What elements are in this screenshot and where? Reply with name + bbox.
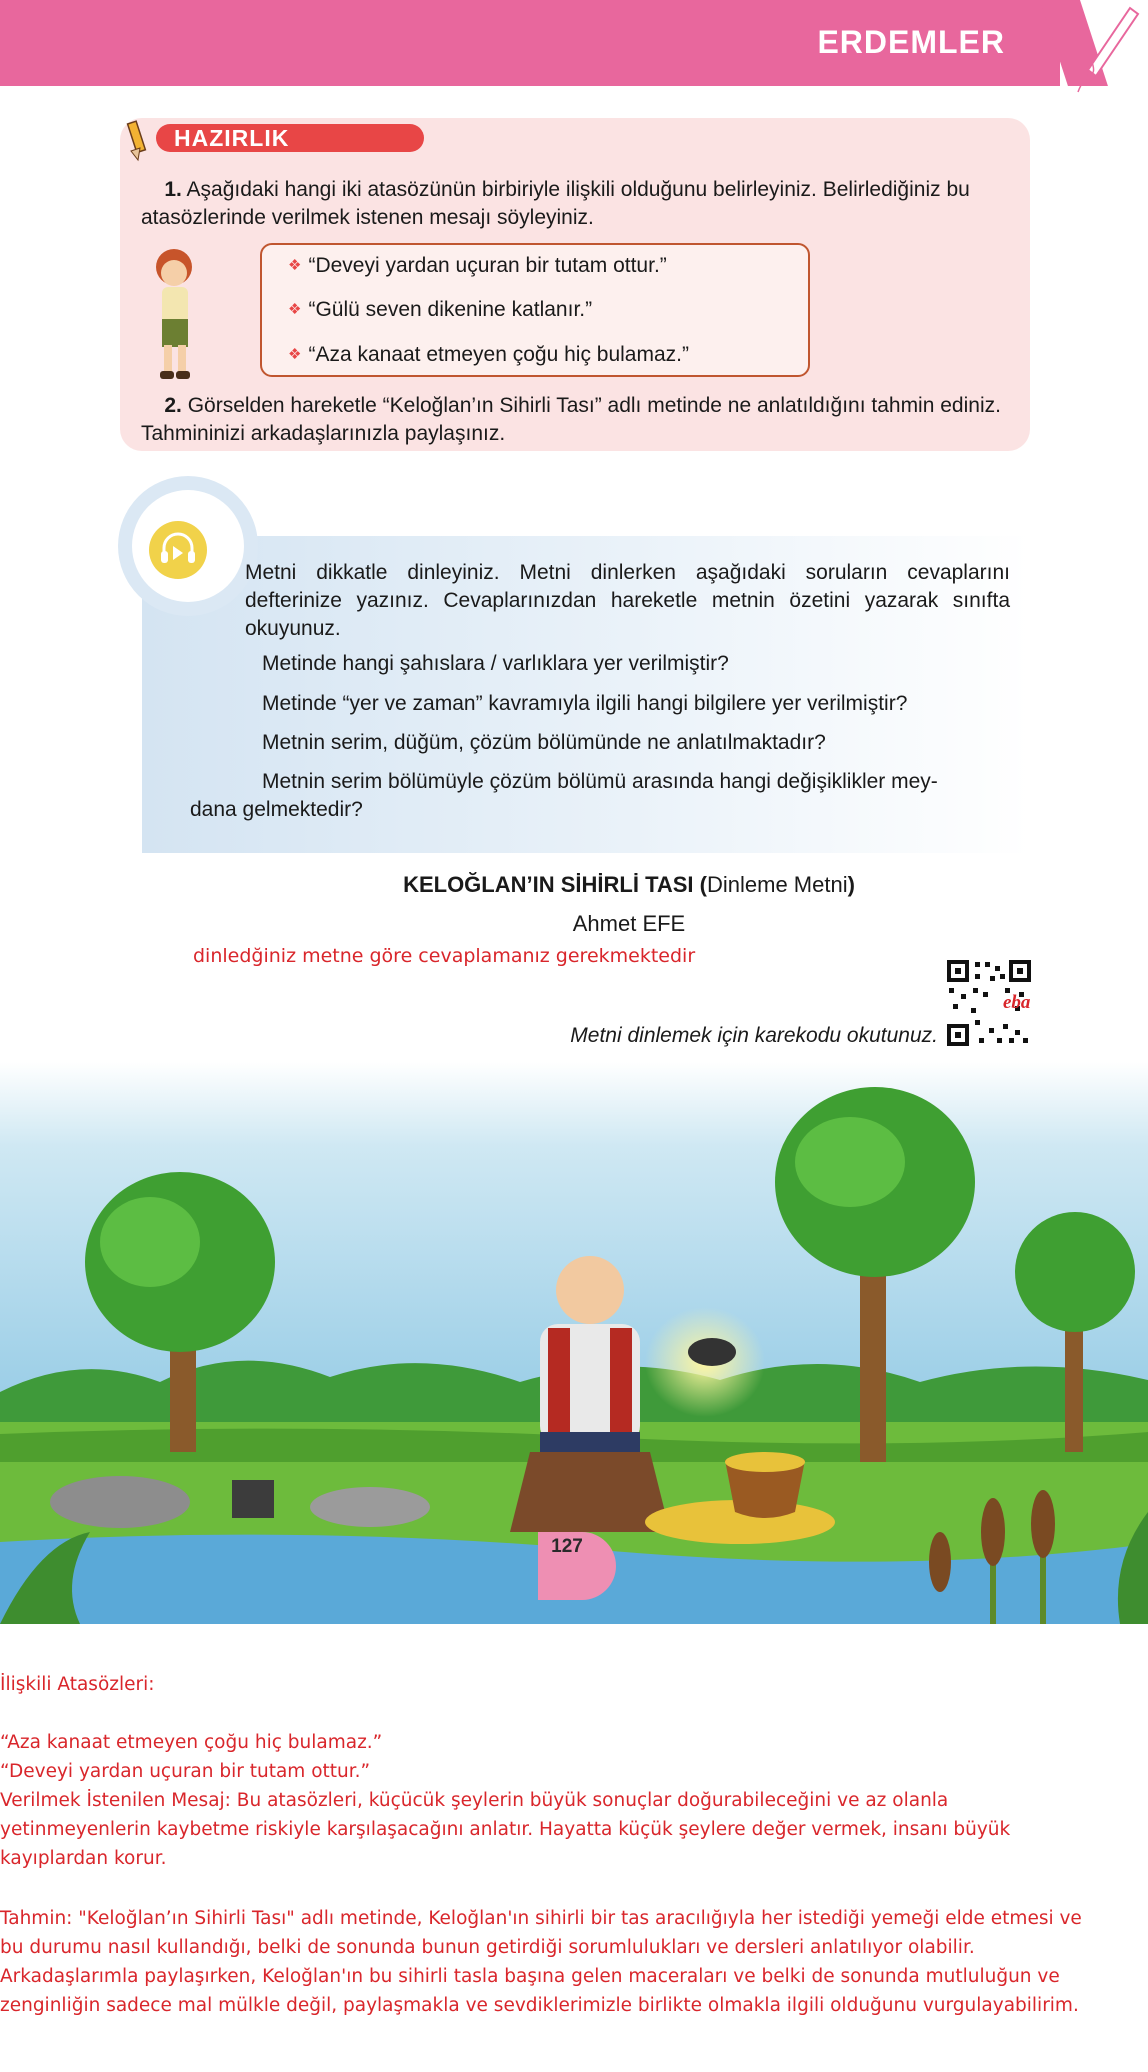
question-2-text: Görselden hareketle “Keloğlan’ın Sihirli Tası” adlı metinde ne anlatıldığını tahmin ediniz. Tahmininizi arkadaşlarınızla paylaşınız. xyxy=(141,394,1001,445)
qr-brand: eba xyxy=(1003,992,1031,1013)
diamond-bullet-icon: ❖ xyxy=(288,257,302,274)
listening-question: Metnin serim bölümüyle çözüm bölümü arasında hangi değişiklikler mey- xyxy=(262,770,938,793)
answer-heading: İlişkili Atasözleri: xyxy=(0,1674,155,1695)
question-1-number: 1. xyxy=(164,178,182,201)
question-2 xyxy=(141,392,1016,448)
answer-message: Verilmek İstenilen Mesaj: Bu atasözleri, küçücük şeylerin büyük sonuçlar doğurabileceğini ve az olanla yetinmeyenlerin kaybetme riskiyle karşılaşacağını anlatır. Hayatta küçük şeylere değer vermek, insanı büyük kayıplardan korur. xyxy=(0,1790,1011,1869)
answer-proverb: “Deveyi yardan uçuran bir tutam ottur.” xyxy=(0,1761,371,1782)
listening-instructions: Metni dikkatle dinleyiniz. Metni dinlerken aşağıdaki soruların cevaplarını defterinize yazınız. Cevaplarınızdan hareketle metnin özetini yazarak sınıfta okuyunuz. xyxy=(245,561,1010,640)
story-author: Ahmet EFE xyxy=(572,911,686,936)
listening-question-continued: dana gelmektedir? xyxy=(190,798,363,821)
listening-question: Metinde “yer ve zaman” kavramıyla ilgili hangi bilgilere yer verilmiştir? xyxy=(262,692,908,715)
answer-prediction: Tahmin: "Keloğlan’ın Sihirli Tası" adlı metinde, Keloğlan'ın sihirli bir tas aracılığıyla her istediği yemeği elde etmesi ve bu durumu nasıl kullandığı, belki de sonunda bunun getirdiği sorumlulukları ve dersleri anlatılıyor olabilir. Arkadaşlarımla paylaşırken, Keloğlan'ın bu sihirli tasla başına gelen maceraları ve belki de sonunda mutluluğun ve zenginliğin sadece mal mülkle değil, paylaşmakla ve sevdiklerimizle birlikte olmakla ilgili olduğunu vurgulayabilirim. xyxy=(0,1908,1082,2016)
proverb-item: ❖ “Aza kanaat etmeyen çoğu hiç bulamaz.” xyxy=(288,343,689,366)
pen-icon xyxy=(1068,0,1148,95)
boy-illustration xyxy=(142,243,212,383)
question-2-number: 2. xyxy=(164,394,182,417)
listening-box-top xyxy=(238,500,1030,536)
listening-question: Metnin serim, düğüm, çözüm bölümünde ne anlatılmaktadır? xyxy=(262,731,826,754)
page-number: 127 xyxy=(551,1536,583,1557)
diamond-bullet-icon: ❖ xyxy=(288,346,302,363)
listening-question: Metinde hangi şahıslara / varlıklara yer verilmiştir? xyxy=(262,652,729,675)
story-title: KELOĞLAN’IN SİHİRLİ TASI (Dinleme Metni) xyxy=(403,872,855,897)
question-1 xyxy=(141,176,1016,232)
proverb-item: ❖ “Deveyi yardan uçuran bir tutam ottur.” xyxy=(288,254,667,277)
question-1-text: Aşağıdaki hangi iki atasözünün birbiriyle ilişkili olduğunu belirleyiniz. Belirlediğiniz bu atasözlerinde verilmek istenen mesajı söyleyiniz. xyxy=(141,178,970,229)
qr-caption: Metni dinlemek için karekodu okutunuz. xyxy=(570,1024,938,1047)
preparation-label-text: HAZIRLIK xyxy=(156,124,424,152)
headphone-icon xyxy=(148,520,208,580)
handwritten-note: dinledğiniz metne göre cevaplamanız gerekmektedir xyxy=(193,945,696,967)
header-band xyxy=(0,0,1148,88)
unit-title: ERDEMLER xyxy=(817,24,1005,60)
qr-code[interactable] xyxy=(945,958,1033,1048)
answer-proverb: “Aza kanaat etmeyen çoğu hiç bulamaz.” xyxy=(0,1732,383,1753)
proverb-item: ❖ “Gülü seven dikenine katlanır.” xyxy=(288,298,593,321)
page-number-badge xyxy=(538,1532,616,1600)
diamond-bullet-icon: ❖ xyxy=(288,301,302,318)
pencil-icon xyxy=(118,120,162,164)
